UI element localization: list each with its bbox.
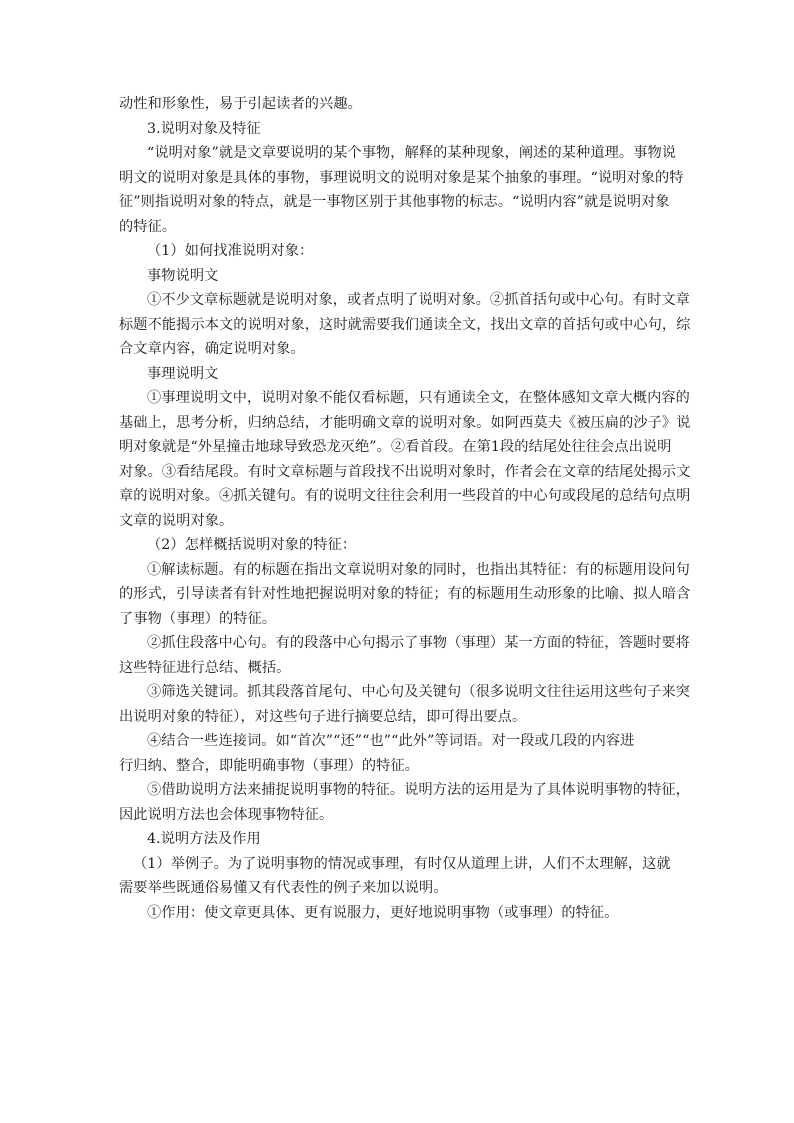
text-line: 了事物（事理）的特征。 xyxy=(119,610,277,627)
subsection-heading: （1）如何找准说明对象： xyxy=(147,243,314,259)
text-line: 基础上，思考分析，归纳总结，才能明确文章的说明对象。如阿西莫夫《被压扁的沙子》说 xyxy=(119,414,691,431)
subsection-heading: （2）怎样概括说明对象的特征： xyxy=(147,537,357,553)
text-line: ⑤借助说明方法来捕捉说明事物的特征。说明方法的运用是为了具体说明事物的特征， xyxy=(147,782,690,798)
text-line: ①不少文章标题就是说明对象，或者点明了说明对象。②抓首括句或中心句。有时文章 xyxy=(147,292,690,308)
text-line: ③筛选关键词。抓其段落首尾句、中心句及关键句（很多说明文往往运用这些句子来突 xyxy=(147,684,690,700)
text-line: 明文的说明对象是具体的事物，事理说明文的说明对象是某个抽象的事理。“说明对象的特 xyxy=(119,169,684,186)
text-line: （1）举例子。为了说明事物的情况或事理，有时仅从道理上讲，人们不太理解，这就 xyxy=(133,855,671,872)
text-line: ①事理说明文中，说明对象不能仅看标题，只有通读全文，在整体感知文章大概内容的 xyxy=(147,390,690,406)
text-line: 需要举些既通俗易懂又有代表性的例子来加以说明。 xyxy=(119,880,448,896)
text-line: 动性和形象性，易于引起读者的兴趣。 xyxy=(119,96,362,112)
text-line: 标题不能揭示本文的说明对象，这时就需要我们通读全文，找出文章的首括句或中心句，综 xyxy=(119,316,691,333)
text-line: 对象。③看结尾段。有时文章标题与首段找不出说明对象时，作者会在文章的结尾处揭示文 xyxy=(119,463,691,480)
text-line: 这些特征进行总结、概括。 xyxy=(119,659,291,676)
subheading: 事理说明文 xyxy=(147,365,219,382)
text-line: ①解读标题。有的标题在指出文章说明对象的同时，也指出其特征：有的标题用设问句 xyxy=(147,561,690,578)
text-line: 明对象就是“外星撞击地球导致恐龙灭绝”。②看首段。在第1段的结尾处往往会点出说明 xyxy=(119,439,672,455)
text-line: “说明对象”就是文章要说明的某个事物，解释的某种现象，阐述的某种道理。事物说 xyxy=(147,145,677,161)
body-text xyxy=(119,92,691,925)
text-line: 的特征。 xyxy=(119,218,177,235)
text-line: 的形式，引导读者有针对性地把握说明对象的特征；有的标题用生动形象的比喻、拟人暗含 xyxy=(119,586,691,602)
text-line: 征”则指说明对象的特点，就是一事物区别于其他事物的标志。“说明内容”就是说明对象 xyxy=(119,194,670,210)
text-line: ②抓住段落中心句。有的段落中心句揭示了事物（事理）某一方面的特征，答题时要将 xyxy=(147,635,690,651)
text-line: ④结合一些连接词。如“首次”“还”“也”“此外”等词语。对一段或几段的内容进 xyxy=(147,733,635,749)
section-heading: 3.说明对象及特征 xyxy=(147,120,261,137)
text-line: 文章的说明对象。 xyxy=(119,512,234,529)
text-line: 因此说明方法也会体现事物特征。 xyxy=(119,806,334,823)
text-line: 行归纳、整合，即能明确事物（事理）的特征。 xyxy=(119,757,420,774)
section-heading: 4.说明方法及作用 xyxy=(147,831,261,847)
text-line: 出说明对象的特征），对这些句子进行摘要总结，即可得出要点。 xyxy=(119,708,527,725)
text-line: 合文章内容，确定说明对象。 xyxy=(119,341,305,357)
text-line: 章的说明对象。④抓关键句。有的说明文往往会利用一些段首的中心句或段尾的总结句点明 xyxy=(119,488,691,504)
subheading: 事物说明文 xyxy=(147,267,219,284)
text-line: ①作用：使文章更具体、更有说服力，更好地说明事物（或事理）的特征。 xyxy=(147,904,619,921)
